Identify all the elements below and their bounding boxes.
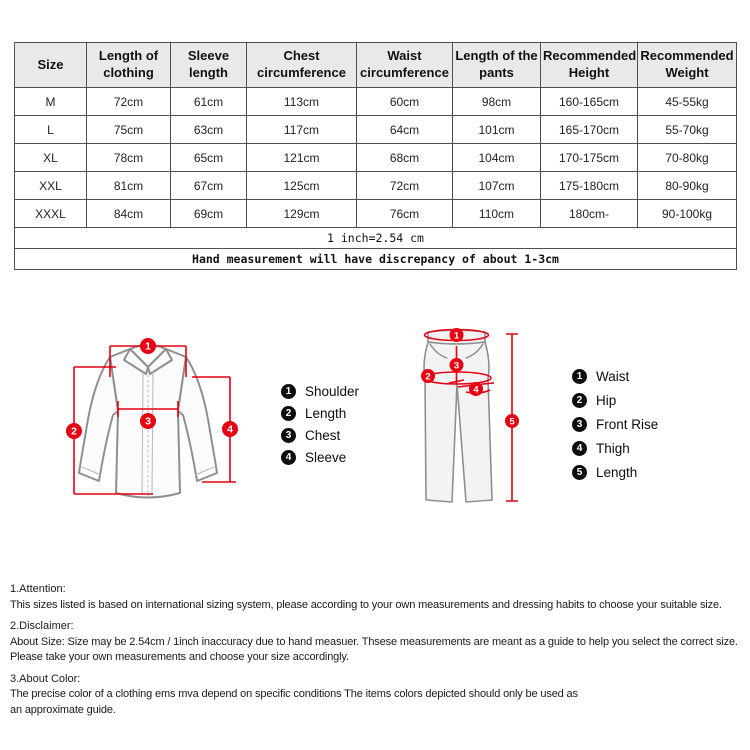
pants-legend-item-front-rise [572,417,658,432]
value-cell: 113cm [247,88,357,116]
value-cell: 175-180cm [541,172,638,200]
value-cell: 68cm [357,144,453,172]
shirt-legend-item-shoulder [281,384,359,399]
pants-legend-item-length [572,465,658,480]
value-cell: 65cm [171,144,247,172]
value-cell: 63cm [171,116,247,144]
section-text: About Size: Size may be 2.54cm / 1inch inaccuracy due to hand measuer. Thsese measurements are meant as a guide to help you select the correct size. [10,635,738,648]
value-cell: 165-170cm [541,116,638,144]
shirt-legend-item-sleeve [281,450,359,465]
value-cell: 101cm [453,116,541,144]
column-header-length-of-clothing: Length of clothing [87,43,171,88]
value-cell: 121cm [247,144,357,172]
note-inch-conversion: 1 inch=2.54 cm [15,228,737,249]
value-cell: 107cm [453,172,541,200]
note-measurement-discrepancy: Hand measurement will have discrepancy of about 1-3cm [15,249,737,270]
table-note-row [15,228,737,249]
table-row-xxl [15,172,737,200]
size-cell: XL [15,144,87,172]
shirt-measurement-diagram [58,331,253,503]
shirt-marker-1-number: 1 [145,340,151,353]
table-row-m [15,88,737,116]
column-header-length-of-the-pants: Length of the pants [453,43,541,88]
info-section-1-attention [10,582,748,613]
table-note-row [15,249,737,270]
legend-label: Hip [596,393,617,408]
column-header-waist-circumference: Waist circumference [357,43,453,88]
value-cell: 125cm [247,172,357,200]
shirt-legend-item-chest [281,428,359,443]
section-heading: 3.About Color: [10,672,81,685]
circled-number-4-icon: 4 [572,441,587,456]
info-section-3-about-color [10,672,748,719]
column-header-recommended-height: Recommended Height [541,43,638,88]
size-cell: XXXL [15,200,87,228]
circled-number-2-icon: 2 [572,393,587,408]
section-heading: 1.Attention: [10,583,66,595]
legend-label: Sleeve [305,450,347,465]
shirt-marker-2-number: 2 [71,425,77,438]
info-sections [10,582,748,718]
value-cell: 60cm [357,88,453,116]
value-cell: 72cm [87,88,171,116]
value-cell: 129cm [247,200,357,228]
shirt-left-sleeve [79,357,118,481]
pants-marker-5-number: 5 [509,416,515,428]
value-cell: 64cm [357,116,453,144]
legend-label: Thigh [596,441,630,456]
size-table [14,42,737,270]
shirt-legend [281,384,359,472]
section-text: This sizes listed is based on international sizing system, please according to your own measurements and dressing habits to choose your suitable size. [10,598,722,611]
value-cell: 84cm [87,200,171,228]
section-text: Please take your own measurements and choose your size accordingly. [10,651,349,663]
value-cell: 80-90kg [638,172,737,200]
value-cell: 98cm [453,88,541,116]
circled-number-1-icon: 1 [572,369,587,384]
section-heading: 2.Disclaimer: [10,620,74,632]
value-cell: 67cm [171,172,247,200]
legend-label: Front Rise [596,417,659,432]
size-cell: XXL [15,172,87,200]
value-cell: 75cm [87,116,171,144]
shirt-marker-3-number: 3 [145,415,151,428]
value-cell: 81cm [87,172,171,200]
size-cell: L [15,116,87,144]
value-cell: 170-175cm [541,144,638,172]
size-cell: M [15,88,87,116]
column-header-chest-circumference: Chest circumference [247,43,357,88]
circled-number-2-icon: 2 [281,406,296,421]
value-cell: 72cm [357,172,453,200]
value-cell: 55-70kg [638,116,737,144]
table-header-row [15,43,737,88]
value-cell: 78cm [87,144,171,172]
value-cell: 70-80kg [638,144,737,172]
legend-label: Waist [596,369,630,384]
pants-legend-item-thigh [572,441,658,456]
pants-legend-item-hip [572,393,658,408]
circled-number-1-icon: 1 [281,384,296,399]
table-row-l [15,116,737,144]
pants-marker-4-number: 4 [473,384,479,396]
circled-number-4-icon: 4 [281,450,296,465]
legend-label: Length [596,465,638,480]
pants-legend-item-waist [572,369,658,384]
pants-legend [572,369,658,489]
value-cell: 69cm [171,200,247,228]
column-header-recommended-weight: Recommended Weight [638,43,737,88]
column-header-size: Size [15,43,87,88]
legend-label: Shoulder [305,384,360,399]
shirt-legend-item-length [281,406,359,421]
pants-marker-3-number: 3 [453,360,460,372]
value-cell: 45-55kg [638,88,737,116]
value-cell: 160-165cm [541,88,638,116]
value-cell: 117cm [247,116,357,144]
legend-label: Length [305,406,347,421]
circled-number-5-icon: 5 [572,465,587,480]
table-row-xl [15,144,737,172]
legend-label: Chest [305,428,341,443]
shirt-right-sleeve [178,357,217,481]
value-cell: 110cm [453,200,541,228]
pants-marker-2-number: 2 [425,371,431,383]
value-cell: 104cm [453,144,541,172]
info-section-2-disclaimer [10,619,748,666]
circled-number-3-icon: 3 [572,417,587,432]
value-cell: 76cm [357,200,453,228]
value-cell: 90-100kg [638,200,737,228]
value-cell: 180cm- [541,200,638,228]
column-header-sleeve-length: Sleeve length [171,43,247,88]
section-text: The precise color of a clothing ems mva depend on specific conditions The items colors depicted should only be used as [10,688,578,700]
value-cell: 61cm [171,88,247,116]
section-text: an approximate guide. [10,703,116,716]
circled-number-3-icon: 3 [281,428,296,443]
pants-measurement-diagram [414,326,528,506]
pants-marker-1-number: 1 [453,330,460,342]
table-row-xxxl [15,200,737,228]
shirt-marker-4-number: 4 [227,423,233,436]
